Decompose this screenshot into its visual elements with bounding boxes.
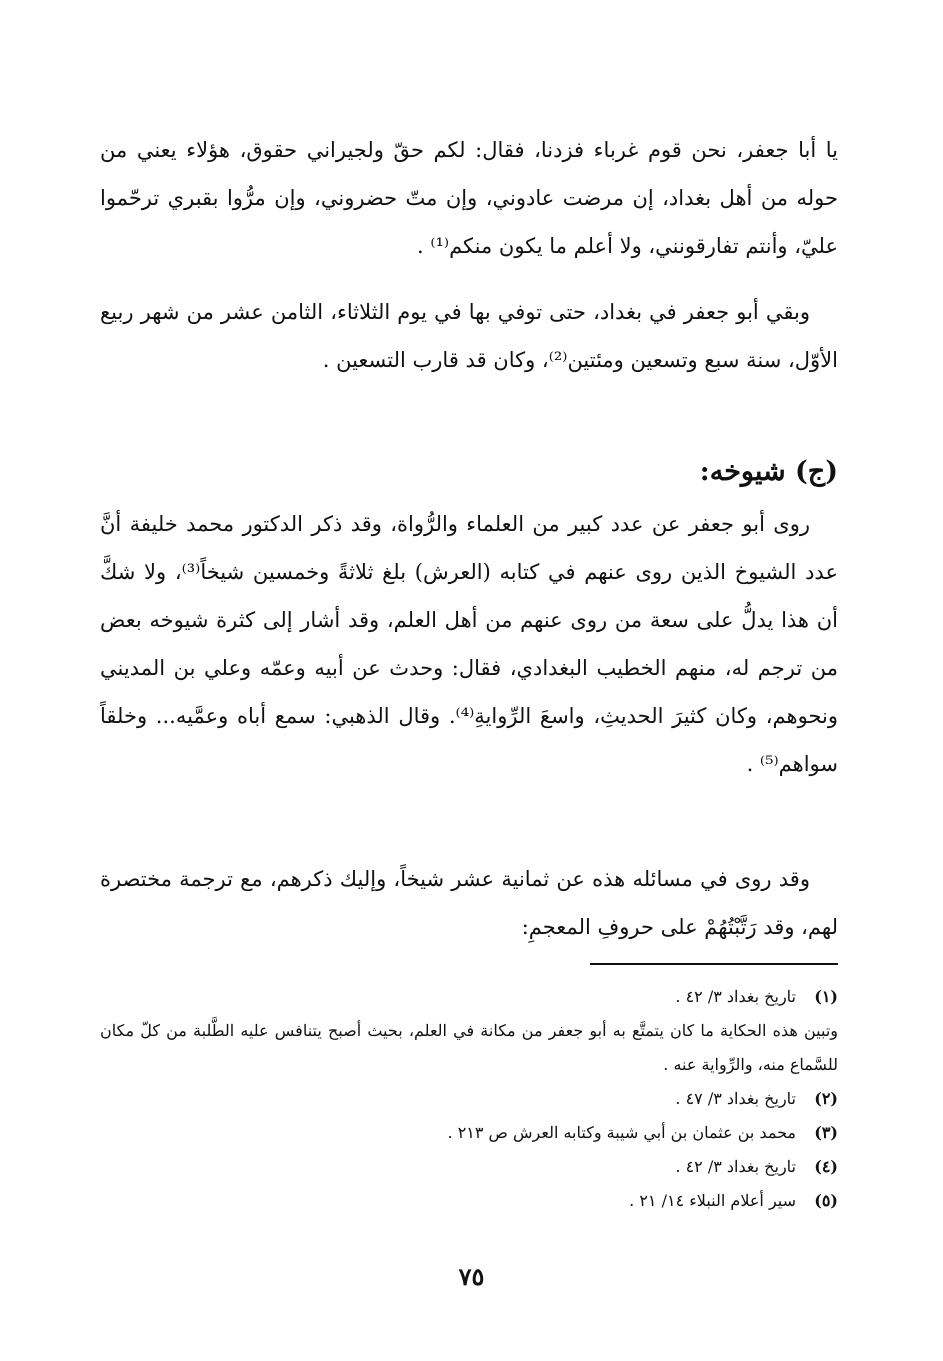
page-number: ٧٥	[458, 1262, 485, 1291]
paragraph-text: وقد روى في مسائله هذه عن ثمانية عشر شيخاً، وإليك ذكرهم، مع ترجمة مختصرة لهم، وقد رَتَّبْتُهُمْ على حروفِ المعجمِ:	[100, 867, 838, 939]
body-paragraph	[100, 855, 838, 951]
body-paragraph	[100, 500, 838, 788]
footnote-separator	[590, 963, 838, 965]
footnote-number: (١)	[814, 987, 838, 1006]
footnote	[100, 1150, 838, 1184]
footnote-number: (٢)	[814, 1089, 838, 1108]
footnote-number: (٥)	[814, 1191, 838, 1210]
paragraph-text: يا أبا جعفر، نحن قوم غرباء فزدنا، فقال: لكم حقّ ولجيراني حقوق، هؤلاء يعني من حوله من أهل بغداد، إن مرضت عادوني، وإن متّ حضروني، وإن مرُّوا بقبري ترحّموا عليّ، وأنتم تفارقونني، ولا أعلم ما يكون منكم⁽¹⁾ .	[100, 138, 838, 258]
section-heading: (ج) شيوخه:	[699, 456, 838, 487]
footnote-continuation: وتبين هذه الحكاية ما كان يتمتَّع به أبو جعفر من مكانة في العلم، بحيث أصبح يتنافس عليه الطَّلبة من كلّ مكان للسَّماع منه، والرِّواية عنه .	[100, 1021, 838, 1074]
footnote-text: تاريخ بغداد ٣/ ٤٢ .	[675, 1157, 796, 1176]
body-paragraph	[100, 126, 838, 270]
footnote-text: تاريخ بغداد ٣/ ٤٢ .	[675, 987, 796, 1006]
footnote	[100, 1116, 838, 1150]
footnote-text: تاريخ بغداد ٣/ ٤٧ .	[675, 1089, 796, 1108]
paragraph-text: وبقي أبو جعفر في بغداد، حتى توفي بها في يوم الثلاثاء، الثامن عشر من شهر ربيع الأوّل، سنة سبع وتسعين ومئتين⁽²⁾، وكان قد قارب التسعين .	[100, 300, 838, 372]
footnote-text: سير أعلام النبلاء ١٤/ ٢١ .	[629, 1191, 796, 1210]
footnote	[100, 1184, 838, 1218]
body-paragraph	[100, 288, 838, 384]
footnote-text: محمد بن عثمان بن أبي شيبة وكتابه العرش ص ٢١٣ .	[447, 1123, 796, 1142]
footnote	[100, 1082, 838, 1116]
paragraph-text: روى أبو جعفر عن عدد كبير من العلماء والرُّواة، وقد ذكر الدكتور محمد خليفة أنَّ عدد الشيوخ الذين روى عنهم في كتابه (العرش) بلغ ثلاثةً وخمسين شيخاً⁽³⁾، ولا شكَّ أن هذا يدلُّ على سعة من روى عنهم من أهل العلم، وقد أشار إلى كثرة شيوخه بعض من ترجم له، منهم الخطيب البغدادي، فقال: وحدث عن أبيه وعمّه وعلي بن المديني ونحوهم، وكان كثيرَ الحديثِ، واسعَ الرِّوايةِ⁽⁴⁾. وقال الذهبي: سمع أباه وعمَّيه... وخلقاً سواهم⁽⁵⁾ .	[100, 512, 838, 776]
footnotes	[100, 980, 838, 1218]
footnote-number: (٤)	[814, 1157, 838, 1176]
footnote-number: (٣)	[814, 1123, 838, 1142]
footnote	[100, 980, 838, 1014]
